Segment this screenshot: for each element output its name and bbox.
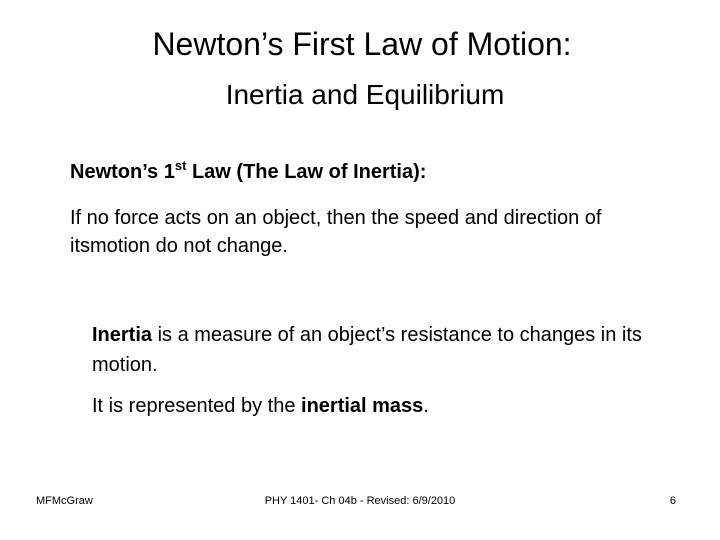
law-heading-superscript: st: [174, 158, 187, 173]
mass-statement-suffix: .: [423, 395, 429, 417]
mass-statement-prefix: It is represented by the: [92, 395, 302, 417]
mass-statement: [92, 395, 652, 418]
inertia-term: Inertia: [92, 324, 153, 346]
footer-course: PHY 1401- Ch 04b - Revised: 6/9/2010: [264, 495, 456, 507]
inertia-definition: [92, 320, 652, 380]
footer-page-number: 6: [669, 495, 676, 507]
slide-subtitle: Inertia and Equilibrium: [225, 79, 505, 110]
law-statement: If no force acts on an object, then the speed and direction of itsmotion do not change.: [70, 207, 602, 257]
footer-author: MFMcGraw: [36, 495, 93, 507]
law-heading-suffix: Law (The Law of Inertia):: [186, 161, 427, 183]
law-heading: [70, 158, 427, 184]
slide-title: Newton’s First Law of Motion:: [152, 26, 572, 62]
inertia-definition-text: is a measure of an object’s resistance to changes in its motion.: [92, 324, 642, 376]
law-heading-prefix: Newton’s 1: [70, 161, 175, 183]
inertial-mass-term: inertial mass: [301, 395, 424, 417]
